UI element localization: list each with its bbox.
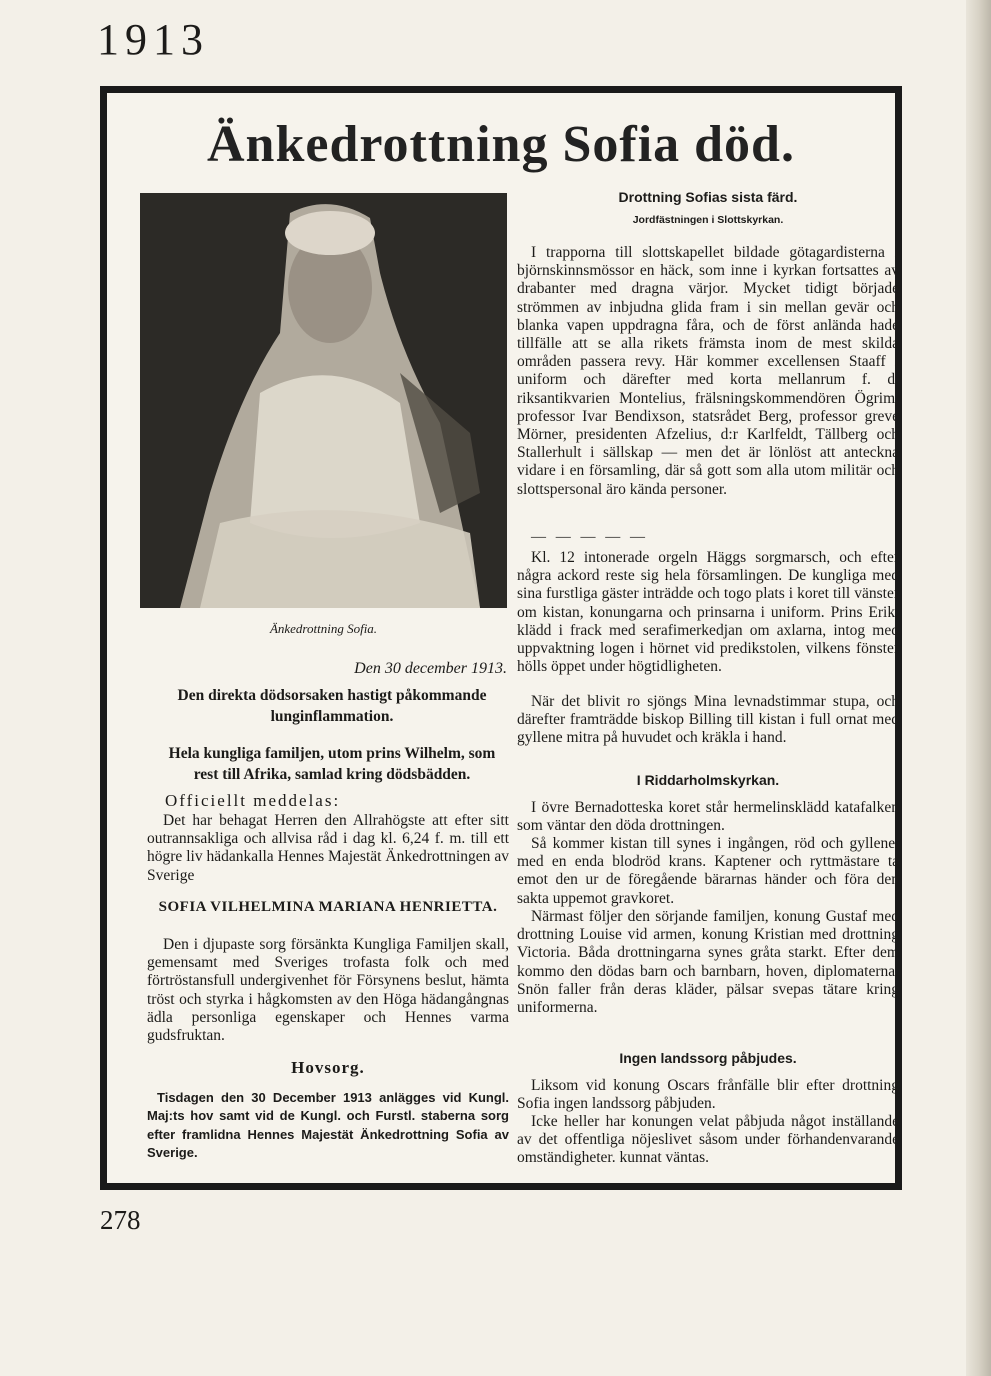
decree-paragraph: Det har behagat Herren den Allrahögste att efter sitt outrannsakliga och allvisa råd i dag kl. 6,24 f. m. till ett högre liv hädankalla Hennes Majestät Änkedrottningen av Sverige — [147, 812, 509, 884]
page-edge-shadow — [966, 0, 991, 1376]
hovsorg-heading: Hovsorg. — [291, 1058, 365, 1077]
portrait-photo — [140, 193, 507, 608]
hovsorg-paragraph: Tisdagen den 30 December 1913 anlägges vid Kungl. Maj:ts hov samt vid de Kungl. och Furstl. staberna sorg efter framlidna Hennes Majestät Änkedrottning Sofia av Sverige. — [147, 1090, 509, 1160]
section-divider: — — — — — — [531, 529, 648, 545]
lead-cause-of-death: Den direkta dödsorsaken hastigt påkommande lunginflammation. — [177, 687, 487, 725]
queen-full-name: SOFIA VILHELMINA MARIANA HENRIETTA. — [158, 899, 498, 915]
page-number: 278 — [100, 1205, 141, 1235]
no-mourning-paragraph-2: Icke heller har konungen velat påbjuda något inställande av det offentliga nöjeslivet såsom under förhandenvarande omständigheter. kunnat väntas. — [517, 1113, 899, 1167]
lead-family: Hela kungliga familjen, utom prins Wilhelm, som rest till Afrika, samlad kring dödsbädden. — [168, 745, 496, 783]
grief-paragraph: Den i djupaste sorg försänkta Kungliga Familjen skall, gemensamt med Sveriges trofasta folk och med förtröstansfull undergivenhet för Försynens beslut, hämta tröst och styrka i hågkomsten av den Höga hädangångnas ädla personliga egenskaper och Hennes varma gudsfruktan. — [147, 936, 509, 1045]
no-mourning-heading: Ingen landssorg påbjudes. — [619, 1050, 797, 1066]
page-year: 1913 — [97, 15, 209, 64]
right-column-subtitle: Jordfästningen i Slottskyrkan. — [632, 214, 784, 226]
riddarholm-paragraph-2: Så kommer kistan till synes i ingången, röd och gyllene, med en enda blodröd krans. Kaptener och ryttmästare ta emot den ur de föregående bärarnas händer och föra den sakta uppemot gravkoret. — [517, 835, 899, 907]
funeral-paragraph-3: När det blivit ro sjöngs Mina levnadstimmar stupa, och därefter framträdde biskop Billing till kistan i full ornat med gyllene mitra på huvudet och kräkla i hand. — [517, 693, 899, 747]
article-headline: Änkedrottning Sofia död. — [207, 116, 795, 173]
riddarholm-paragraph-3: Närmast följer den sörjande familjen, konung Gustaf med drottning Louise vid armen, konung Kristian med drottning Victoria. Båda drottningarna synes gråta starkt. Efter dem kommo den dödas barn och barnbarn, hoven, diplomaterna. Snön faller från deras kläder, pälsar svepas tätare kring uniformerna. — [517, 908, 899, 1017]
riddarholm-heading: I Riddarholmskyrkan. — [636, 772, 780, 788]
right-column-title: Drottning Sofias sista färd. — [618, 189, 798, 205]
official-announcement-label: Officiellt meddelas: — [165, 791, 341, 810]
portrait-caption: Änkedrottning Sofia. — [269, 621, 378, 636]
dateline: Den 30 december 1913. — [354, 660, 507, 677]
article-frame — [100, 86, 902, 1190]
funeral-paragraph-2: Kl. 12 intonerade orgeln Häggs sorgmarsch, och efter några ackord reste sig hela församlingen. De kungliga med sina furstliga gäster inträdde och togo plats i koret till vänster om kistan, konungarna och prinsarna i uniform. Prins Erik, klädd i frack med serafimerkedjan om axlarna, intog med uppvaktning logen i hörnet vid predikstolen, vilkens fönster hölls öppet under högtidligheten. — [517, 549, 899, 676]
no-mourning-paragraph-1: Liksom vid konung Oscars frånfälle blir efter drottning Sofia ingen landssorg påbjuden. — [517, 1077, 899, 1113]
riddarholm-paragraph-1: I övre Bernadotteska koret står hermelinsklädd katafalken som väntar den döda drottningen. — [517, 799, 899, 835]
funeral-paragraph-1: I trapporna till slottskapellet bildade götagardisterna i björnskinnsmössor en häck, som inne i kyrkan fortsattes av drabanter med dragna värjor. Mycket tidigt började strömmen av inbjudna glida fram i sin mellan gevär och blanka vapen uppdragna fåra, och de först anlända hade tillfälle att se alla rikets främsta inom de mest skilda områden passera revy. Här kommer excellensen Staaff i uniform och därefter med korta mellanrum f. d. riksantikvarien Montelius, frälsningskommendören Ögrim, professor Ivar Bendixson, statsrådet Berg, professor greve Mörner, presidenten Afzelius, d:r Karlfeldt, Tällberg och Stallerhult i sällskap — men det är lönlöst att anteckna vidare i en församling, där så gott som alla utom militär och slottspersonal äro kända personer. — [517, 244, 899, 498]
